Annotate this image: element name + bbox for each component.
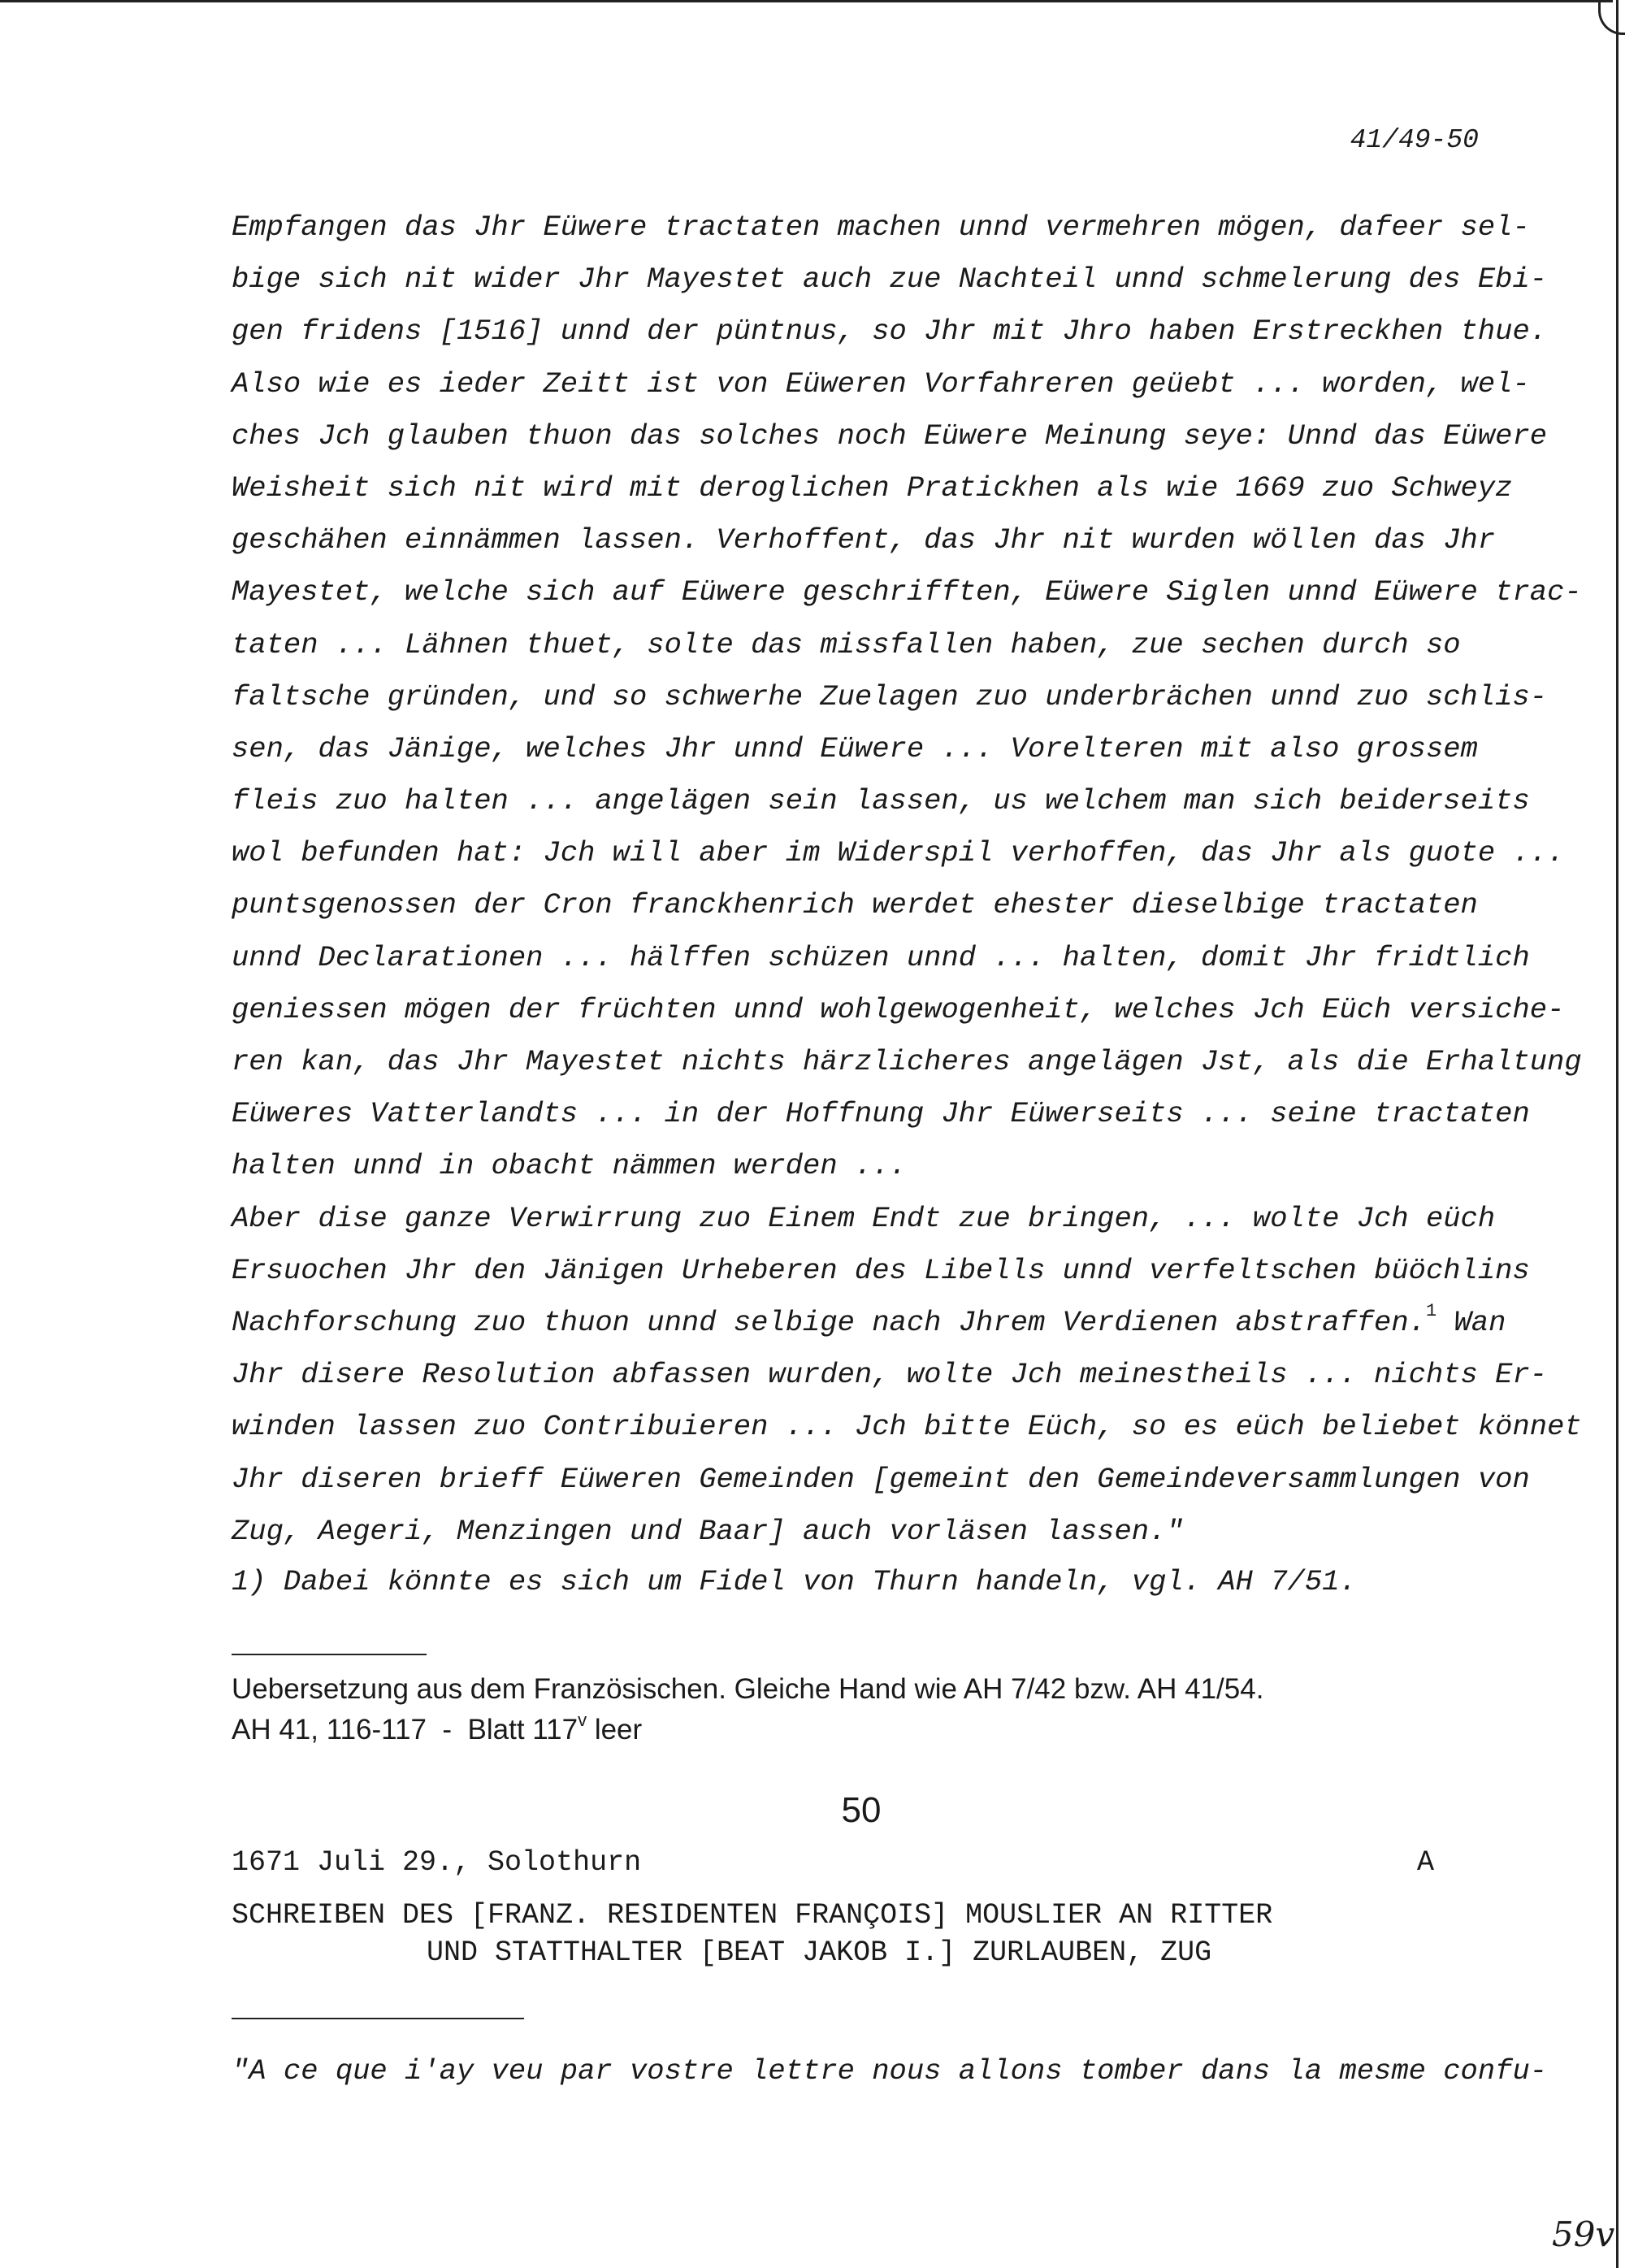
text-line: sen, das Jänige, welches Jhr unnd Eüwere ... Vorelteren mit also grossem [232, 731, 1478, 765]
text-line: Aber dise ganze Verwirrung zuo Einem Endt zue bringen, ... wolte Jch eüch [232, 1201, 1496, 1235]
document-heading [232, 1897, 1272, 1971]
folio-mark: 59v [1552, 2214, 1615, 2254]
heading-line: SCHREIBEN DES [FRANZ. RESIDENTEN FRANÇOIS] MOUSLIER AN RITTER [232, 1899, 1273, 1932]
text-line: gen fridens [1516] unnd der püntnus, so Jhr mit Jhro haben Erstreckhen thue. [232, 314, 1548, 349]
text-line: puntsgenossen der Cron franckhenrich werdet ehester dieselbige tractaten [232, 888, 1478, 922]
page-corner-fold [1598, 0, 1625, 35]
verso-marker: v [578, 1710, 587, 1730]
text-line: Jhr disere Resolution abfassen wurden, wolte Jch meinestheils ... nichts Er- [232, 1358, 1548, 1392]
page-border-top [0, 0, 1613, 2]
text-line: Empfangen das Jhr Eüwere tractaten machen unnd vermehren mögen, dafeer sel- [232, 210, 1530, 244]
text-line: wol befunden hat: Jch will aber im Widerspil verhoffen, das Jhr als guote ... [232, 836, 1565, 870]
text-line-with-footnote [232, 1297, 1507, 1349]
category-mark: A [1416, 1846, 1434, 1879]
text-line-tail: Wan [1436, 1305, 1506, 1339]
text-line: Ersuochen Jhr den Jänigen Urheberen des Libells unnd verfeltschen büöchlins [232, 1253, 1530, 1287]
page-border-right [1616, 0, 1618, 2268]
text-line: unnd Declarationen ... hälffen schüzen unnd ... halten, domit Jhr fridtlich [232, 940, 1530, 974]
page-reference: 41/49-50 [1350, 125, 1479, 155]
text-line: ren kan, das Jhr Mayestet nichts härzlicheres angelägen Jst, als die Erhaltung [232, 1045, 1582, 1078]
text-line: bige sich nit wider Jhr Mayestet auch zue Nachteil unnd schmelerung des Ebi- [232, 262, 1548, 297]
source-citation-tail: leer [587, 1714, 643, 1745]
text-line: taten ... Lähnen thuet, solte das missfallen haben, zue sechen durch so [232, 627, 1461, 661]
text-line: Weisheit sich nit wird mit deroglichen Pratickhen als wie 1669 zuo Schweyz [232, 471, 1513, 505]
text-line: Mayestet, welche sich auf Eüwere geschrifften, Eüwere Siglen unnd Eüwere trac- [232, 575, 1582, 609]
document-number: 50 [841, 1790, 882, 1830]
source-line [232, 1710, 1263, 1750]
text-line: Jhr diseren brieff Eüweren Gemeinden [gemeint den Gemeindeversammlungen von [232, 1462, 1530, 1496]
text-line: fleis zuo halten ... angelägen sein lassen, us welchem man sich beiderseits [232, 784, 1530, 818]
text-line: winden lassen zuo Contribuieren ... Jch bitte Eüch, so es eüch beliebet könnet [232, 1410, 1582, 1444]
text-line: ches Jch glauben thuon das solches noch Eüwere Meinung seye: Unnd das Eüwere [232, 418, 1548, 453]
source-line: Uebersetzung aus dem Französischen. Gleiche Hand wie AH 7/42 bzw. AH 41/54. [232, 1673, 1264, 1705]
footnote: 1) Dabei könnte es sich um Fidel von Thurn handeln, vgl. AH 7/51. [232, 1565, 1357, 1598]
letter-opening: "A ce que i'ay veu par vostre lettre nous allons tomber dans la mesme confu- [232, 2054, 1548, 2088]
text-line: geschähen einnämmen lassen. Verhoffent, das Jhr nit wurden wöllen das Jhr [232, 523, 1496, 557]
heading-line: UND STATTHALTER [BEAT JAKOB I.] ZURLAUBEN, ZUG [427, 1936, 1212, 1969]
text-line: Zug, Aegeri, Menzingen und Baar] auch vorläsen lassen." [232, 1514, 1184, 1548]
footnote-marker: 1 [1425, 1300, 1437, 1321]
date-place: 1671 Juli 29., Solothurn [232, 1846, 642, 1879]
text-line: halten unnd in obacht nämmen werden ... [232, 1149, 907, 1183]
text-line: Nachforschung zuo thuon unnd selbige nach Jhrem Verdienen abstraffen. [232, 1305, 1426, 1339]
text-line: faltsche gründen, und so schwerhe Zuelagen zuo underbrächen unnd zuo schlis- [232, 679, 1548, 713]
divider-rule [232, 2018, 524, 2019]
source-citation: AH 41, 116-117 - Blatt 117 [232, 1714, 578, 1745]
document-header [232, 1846, 1434, 1879]
text-line: Eüweres Vatterlandts ... in der Hoffnung Jhr Eüwerseits ... seine tractaten [232, 1097, 1530, 1131]
text-line: geniessen mögen der früchten unnd wohlgewogenheit, welches Jch Eüch versiche- [232, 992, 1565, 1026]
text-line: Also wie es ieder Zeitt ist von Eüweren Vorfahreren geüebt ... worden, wel- [232, 366, 1530, 401]
source-note [232, 1669, 1263, 1750]
divider-rule [232, 1654, 427, 1655]
letter-body [232, 202, 1582, 1558]
